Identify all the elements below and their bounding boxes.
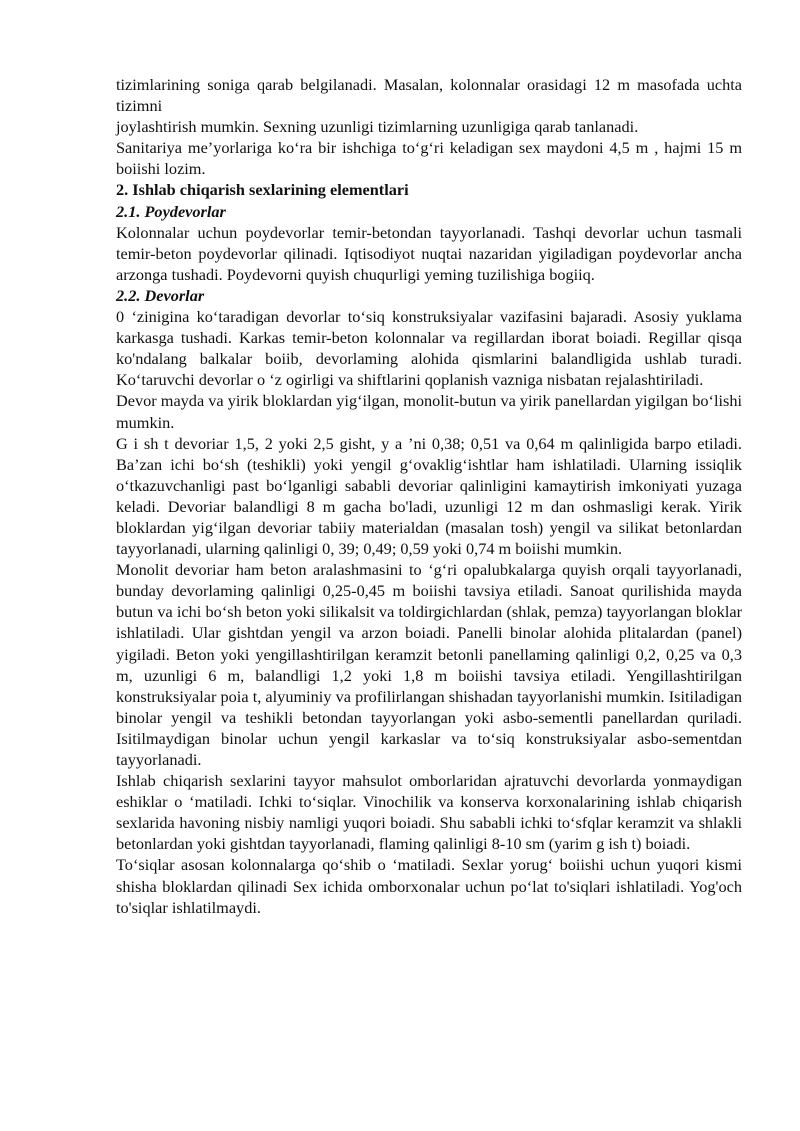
walls-paragraph-4: Monolit devoriar ham beton aralashmasini to ‘g‘ri opalubkalarga quyish orqali tayyorlanadi, bunday devorlaming qalinligi 0,25-0,45 m boiishi tavsiya etiladi. Sanoat qurilishida mayda butun va ichi bo‘sh beton yoki silikalsit va toldirgichlardan (shlak, pemza) tayyorlangan bloklar ishlatiladi. Ular gishtdan yengil va arzon boiadi. Panelli binolar alohida plitalardan (panel) yigiladi. Beton yoki yengillashtirilgan keramzit betonli panellaming qalinligi 0,2, 0,25 va 0,3 m, uzunligi 6 m, balandligi 1,2 yoki 1,8 m boiishi tavsiya etiladi. Yengillashtirilgan konstruksiyalar poia t, alyuminiy va profilirlangan shishadan tayyorlanishi mumkin. Isitiladigan binolar yengil va teshikli betondan tayyorlangan yoki asbo-sementli panellardan quriladi. Isitilmaydigan binolar uchun yengil karkaslar va to‘siq konstruksiyalar asbo-sementdan tayyorlanadi.	[116, 560, 742, 769]
foundations-paragraph: Kolonnalar uchun poydevorlar temir-betondan tayyorlanadi. Tashqi devorlar uchun tasmali temir-beton poydevorlar qilinadi. Iqtisodiyot nuqtai nazaridan yigiladigan poydevorlar ancha arzonga tushadi. Poydevorni quyish chuqurligi yeming tuzilishiga bogiiq.	[116, 222, 742, 284]
section-2-heading: 2. Ishlab chiqarish sexlarining elementlari	[116, 180, 409, 200]
subsection-2-1-heading: 2.1. Poydevorlar	[116, 201, 226, 221]
walls-paragraph-2: Devor mayda va yirik bloklardan yig‘ilgan, monolit-butun va yirik panellardan yigilgan bo‘lishi mumkin.	[116, 391, 742, 432]
intro-paragraph-2: joylashtirish mumkin. Sexning uzunligi tizimlarning uzunligiga qarab tanlanadi.	[116, 117, 639, 137]
walls-paragraph-3: G i sh t devoriar 1,5, 2 yoki 2,5 gisht, y a ’ni 0,38; 0,51 va 0,64 m qalinligida barpo etiladi. Ba’zan ichi bo‘sh (teshikli) yoki yengil g‘ovaklig‘ishtlar ham ishlatiladi. Ularning issiqlik o‘tkazuvchanligi past bo‘lganligi sababli devoriar qalinligini kamaytirish imkoniyati yuzaga keladi. Devoriar balandligi 8 m gacha bo'ladi, uzunligi 12 m dan oshmasligi kerak. Yirik bloklardan yig‘ilgan devoriar tabiiy materialdan (masalan tosh) yengil va silikat betonlardan tayyorlanadi, ularning qalinligi 0, 39; 0,49; 0,59 yoki 0,74 m boiishi mumkin.	[116, 433, 742, 559]
walls-paragraph-1: 0 ‘zinigina ko‘taradigan devorlar to‘siq konstruksiyalar vazifasini bajaradi. Asosiy yuklama karkasga tushadi. Karkas temir-beton kolonnalar va regillardan iborat boiadi. Regillar qisqa ko'ndalang balkalar boiib, devorlaming alohida qismlarini balandligida ushlab turadi. Ko‘taruvchi devorlar o ‘z ogirligi va shiftlarini qoplanish vazniga nisbatan rejalashtiriladi.	[116, 307, 742, 390]
subsection-2-2-heading: 2.2. Devorlar	[116, 285, 205, 305]
walls-paragraph-6: To‘siqlar asosan kolonnalarga qo‘shib o ‘matiladi. Sexlar yorug‘ boiishi uchun yuqori kismi shisha bloklardan qilinadi Sex ichida omborxonalar uchun po‘lat to'siqlari ishlatiladi. Yog'och to'siqlar ishlatilmaydi.	[116, 855, 742, 917]
document-page	[116, 74, 742, 918]
intro-paragraph-3: Sanitariya me’yorlariga ko‘ra bir ishchiga to‘g‘ri keladigan sex maydoni 4,5 m , hajmi 15 m boiishi lozim.	[116, 138, 742, 179]
intro-paragraph-1: tizimlarining soniga qarab belgilanadi. Masalan, kolonnalar orasidagi 12 m masofada uchta tizimni	[116, 75, 742, 116]
walls-paragraph-5: Ishlab chiqarish sexlarini tayyor mahsulot omborlaridan ajratuvchi devorlarda yonmaydigan eshiklar o ‘matiladi. Ichki to‘siqlar. Vinochilik va konserva korxonalarining ishlab chiqarish sexlarida havoning nisbiy namligi yuqori boiadi. Shu sababli ichki to‘sfqlar keramzit va shlakli betonlardan yoki gishtdan tayyorlanadi, flaming qalinligi 8-10 sm (yarim g ish t) boiadi.	[116, 771, 742, 854]
